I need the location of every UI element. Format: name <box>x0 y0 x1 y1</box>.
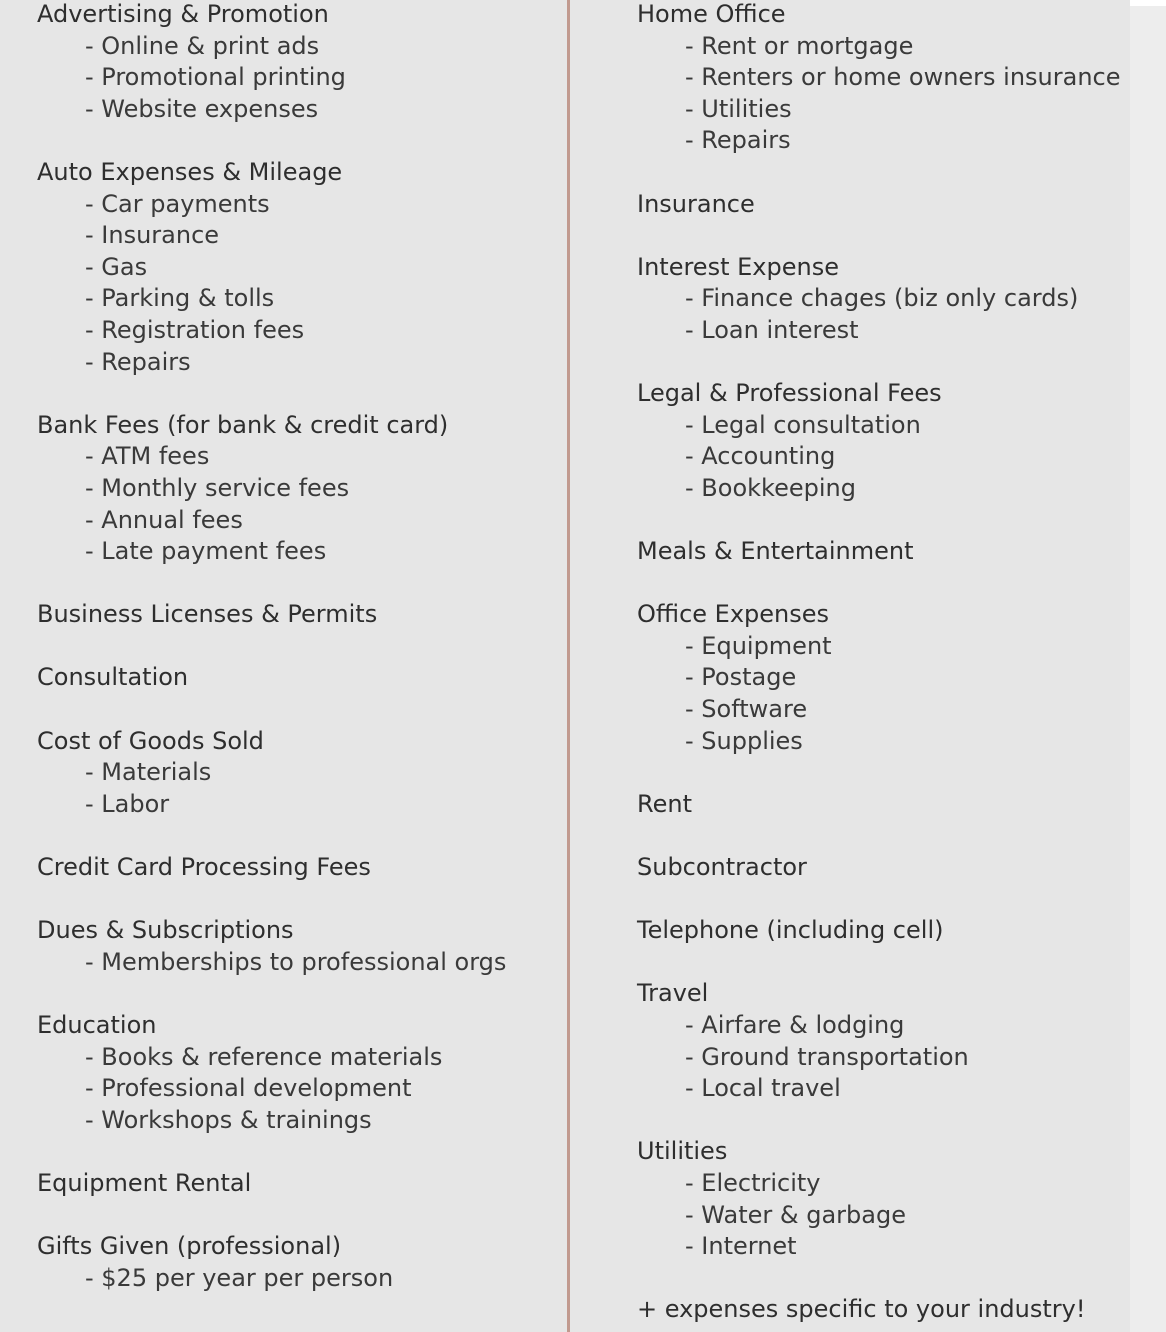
category-item: - Supplies <box>685 726 803 755</box>
category-heading: Advertising & Promotion <box>37 0 329 28</box>
category-heading: Credit Card Processing Fees <box>37 853 371 882</box>
category-item: - Monthly service fees <box>85 473 350 502</box>
category-item: - Parking & tolls <box>85 284 275 313</box>
category-heading: Auto Expenses & Mileage <box>37 157 343 186</box>
section-spacer <box>637 820 1127 852</box>
column-divider <box>567 0 570 1332</box>
category-heading: Interest Expense <box>637 252 839 281</box>
category-heading: Office Expenses <box>637 600 830 629</box>
category-item: - Professional development <box>85 1074 412 1103</box>
category-heading: Subcontractor <box>637 853 807 882</box>
category-travel <box>637 978 1127 1104</box>
category-item: - Annual fees <box>85 505 243 534</box>
category-heading: Business Licenses & Permits <box>37 600 378 629</box>
category-bank-fees-for-bank-credit-card <box>37 410 557 568</box>
category-utilities <box>637 1136 1127 1262</box>
category-item: - Finance chages (biz only cards) <box>685 284 1079 313</box>
section-spacer <box>37 378 557 410</box>
section-spacer <box>37 884 557 916</box>
section-spacer <box>37 568 557 600</box>
category-heading: Travel <box>637 979 709 1008</box>
category-item: - $25 per year per person <box>85 1263 394 1292</box>
category-heading: Cost of Goods Sold <box>37 726 264 755</box>
category-heading: Dues & Subscriptions <box>37 916 294 945</box>
category-item: - Online & print ads <box>85 31 320 60</box>
section-spacer <box>37 1136 557 1168</box>
category-item: - Postage <box>685 663 797 692</box>
category-item: - Website expenses <box>85 94 319 123</box>
category-heading: Telephone (including cell) <box>637 916 944 945</box>
category-item: - Materials <box>85 758 212 787</box>
section-spacer <box>637 884 1127 916</box>
category-heading: Home Office <box>637 0 786 28</box>
category-item: - Utilities <box>685 94 792 123</box>
category-heading: Rent <box>637 789 692 818</box>
section-spacer <box>637 220 1127 252</box>
category-item: - Renters or home owners insurance <box>685 63 1121 92</box>
category-credit-card-processing-fees <box>37 852 557 884</box>
footer-note: + expenses specific to your industry! <box>637 1295 1086 1324</box>
category-item: - Legal consultation <box>685 410 921 439</box>
category-dues-subscriptions <box>37 915 557 978</box>
section-spacer <box>637 947 1127 979</box>
category-item: - ATM fees <box>85 442 210 471</box>
section-spacer <box>637 505 1127 537</box>
category-education <box>37 1010 557 1136</box>
category-item: - Gas <box>85 252 148 281</box>
category-item: - Water & garbage <box>685 1200 906 1229</box>
section-spacer <box>37 1200 557 1232</box>
section-spacer <box>37 820 557 852</box>
category-item: - Bookkeeping <box>685 473 856 502</box>
category-item: - Loan interest <box>685 315 859 344</box>
category-auto-expenses-mileage <box>37 157 557 378</box>
section-spacer <box>637 568 1127 600</box>
category-item: - Electricity <box>685 1168 821 1197</box>
category-heading: Equipment Rental <box>37 1168 252 1197</box>
section-spacer <box>37 125 557 157</box>
category-item: - Repairs <box>685 126 791 155</box>
category-advertising-promotion <box>37 0 557 125</box>
category-heading: Legal & Professional Fees <box>637 379 942 408</box>
category-item: - Equipment <box>685 631 832 660</box>
category-legal-professional-fees <box>637 378 1127 504</box>
category-meals-entertainment <box>637 536 1127 568</box>
category-item: - Insurance <box>85 221 220 250</box>
page-edge <box>1130 6 1166 1332</box>
right-column <box>637 0 1127 1326</box>
category-consultation <box>37 662 557 694</box>
category-item: - Airfare & lodging <box>685 1011 905 1039</box>
category-item: - Ground transportation <box>685 1042 969 1071</box>
section-spacer <box>37 694 557 726</box>
category-heading: Insurance <box>637 189 755 218</box>
category-item: - Local travel <box>685 1074 841 1103</box>
category-item: - Rent or mortgage <box>685 31 914 60</box>
category-heading: Gifts Given (professional) <box>37 1232 342 1261</box>
category-item: - Internet <box>685 1232 797 1261</box>
left-column <box>37 0 557 1294</box>
category-gifts-given-professional <box>37 1231 557 1294</box>
category-item: - Late payment fees <box>85 537 327 566</box>
category-insurance <box>637 189 1127 221</box>
category-item: - Registration fees <box>85 315 305 344</box>
section-spacer <box>637 757 1127 789</box>
section-spacer <box>637 1263 1127 1295</box>
category-business-licenses-permits <box>37 599 557 631</box>
category-heading: Education <box>37 1011 157 1039</box>
category-item: - Books & reference materials <box>85 1042 443 1071</box>
category-item: - Labor <box>85 789 170 818</box>
category-heading: Consultation <box>37 663 189 692</box>
category-item: - Memberships to professional orgs <box>85 947 507 976</box>
category-item: - Software <box>685 695 808 724</box>
category-item: - Workshops & trainings <box>85 1105 372 1134</box>
category-telephone-including-cell <box>637 915 1127 947</box>
category-heading: Meals & Entertainment <box>637 537 914 566</box>
category-heading: Bank Fees (for bank & credit card) <box>37 410 449 439</box>
category-item: - Car payments <box>85 189 270 218</box>
category-home-office <box>637 0 1127 157</box>
category-heading: Utilities <box>637 1137 728 1166</box>
category-office-expenses <box>637 599 1127 757</box>
section-spacer <box>637 347 1127 379</box>
category-interest-expense <box>637 252 1127 347</box>
category-item: - Repairs <box>85 347 191 376</box>
category-item: - Accounting <box>685 442 836 471</box>
section-spacer <box>637 157 1127 189</box>
category-item: - Promotional printing <box>85 63 346 92</box>
category-equipment-rental <box>37 1168 557 1200</box>
section-spacer <box>37 631 557 663</box>
category-rent <box>637 789 1127 821</box>
category-subcontractor <box>637 852 1127 884</box>
section-spacer <box>637 1105 1127 1137</box>
category-cost-of-goods-sold <box>37 726 557 821</box>
section-spacer <box>37 978 557 1010</box>
